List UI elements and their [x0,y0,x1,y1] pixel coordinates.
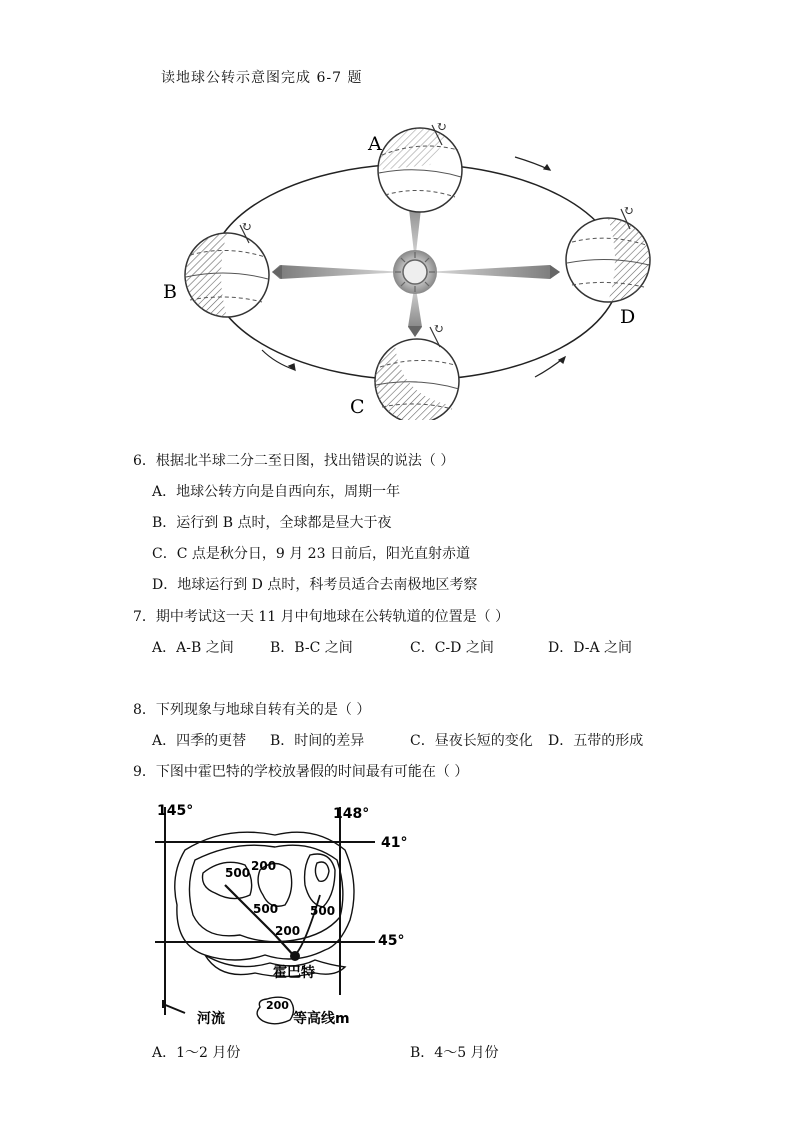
lon-left-label: 145° [157,803,194,819]
question-6-option-b: B．运行到 B 点时，全球都是昼大于夜 [152,515,392,531]
question-8-option-c: C．昼夜长短的变化 [410,733,533,749]
question-9-option-a: A．1～2 月份 [152,1045,241,1061]
question-7-option-b: B．B-C 之间 [270,640,353,656]
label-a: A [368,133,382,155]
contour-label-2: 200 [251,859,277,873]
question-7-stem: 7．期中考试这一天 11 月中旬地球在公转轨道的位置是（ ） [133,609,510,625]
globe-d [566,204,650,302]
question-6-stem: 6．根据北半球二分二至日图，找出错误的说法（ ） [133,453,455,469]
question-8-stem: 8．下列现象与地球自转有关的是（ ） [133,702,371,718]
hobart-contour-map [145,795,415,1035]
question-7-option-c: C．C-D 之间 [410,640,494,656]
question-9-option-b: B．4～5 月份 [410,1045,499,1061]
globe-a [378,120,462,212]
legend-contour-label: 等高线m [293,1011,350,1027]
earth-revolution-diagram [150,105,660,420]
question-8-option-d: D．五带的形成 [548,733,644,749]
legend [163,997,350,1027]
question-7-option-d: D．D-A 之间 [548,640,632,656]
svg-text:↻: ↻ [241,220,252,235]
legend-river-label: 河流 [197,1011,225,1027]
svg-text:↻: ↻ [623,204,634,219]
contour-label-1: 500 [225,866,251,880]
question-8-option-a: A．四季的更替 [152,733,247,749]
figure-caption: 读地球公转示意图完成 6-7 题 [161,70,363,86]
label-d: D [620,306,636,328]
label-b: B [163,281,177,303]
question-7-option-a: A．A-B 之间 [152,640,234,656]
question-9-stem: 9．下图中霍巴特的学校放暑假的时间最有可能在（ ） [133,764,469,780]
hobart-city-marker [290,951,300,961]
lat-top-label: 41° [381,835,408,851]
globe-b [185,220,269,317]
svg-text:↻: ↻ [433,322,444,337]
question-6-option-d: D．地球运行到 D 点时，科考员适合去南极地区考察 [152,577,478,593]
question-6-option-c: C．C 点是秋分日，9 月 23 日前后，阳光直射赤道 [152,546,470,562]
question-6-option-a: A．地球公转方向是自西向东，周期一年 [152,484,401,500]
lon-right-label: 148° [333,806,370,822]
svg-text:↻: ↻ [436,120,447,135]
question-8-option-b: B．时间的差异 [270,733,365,749]
contour-label-5: 200 [275,924,301,938]
label-c: C [350,396,365,418]
contour-label-4: 500 [310,904,336,918]
legend-contour-value: 200 [266,999,289,1012]
globe-c [375,322,459,420]
contour-label-3: 500 [253,902,279,916]
city-label: 霍巴特 [273,965,315,981]
lat-bottom-label: 45° [378,933,405,949]
sun-icon [393,250,437,294]
